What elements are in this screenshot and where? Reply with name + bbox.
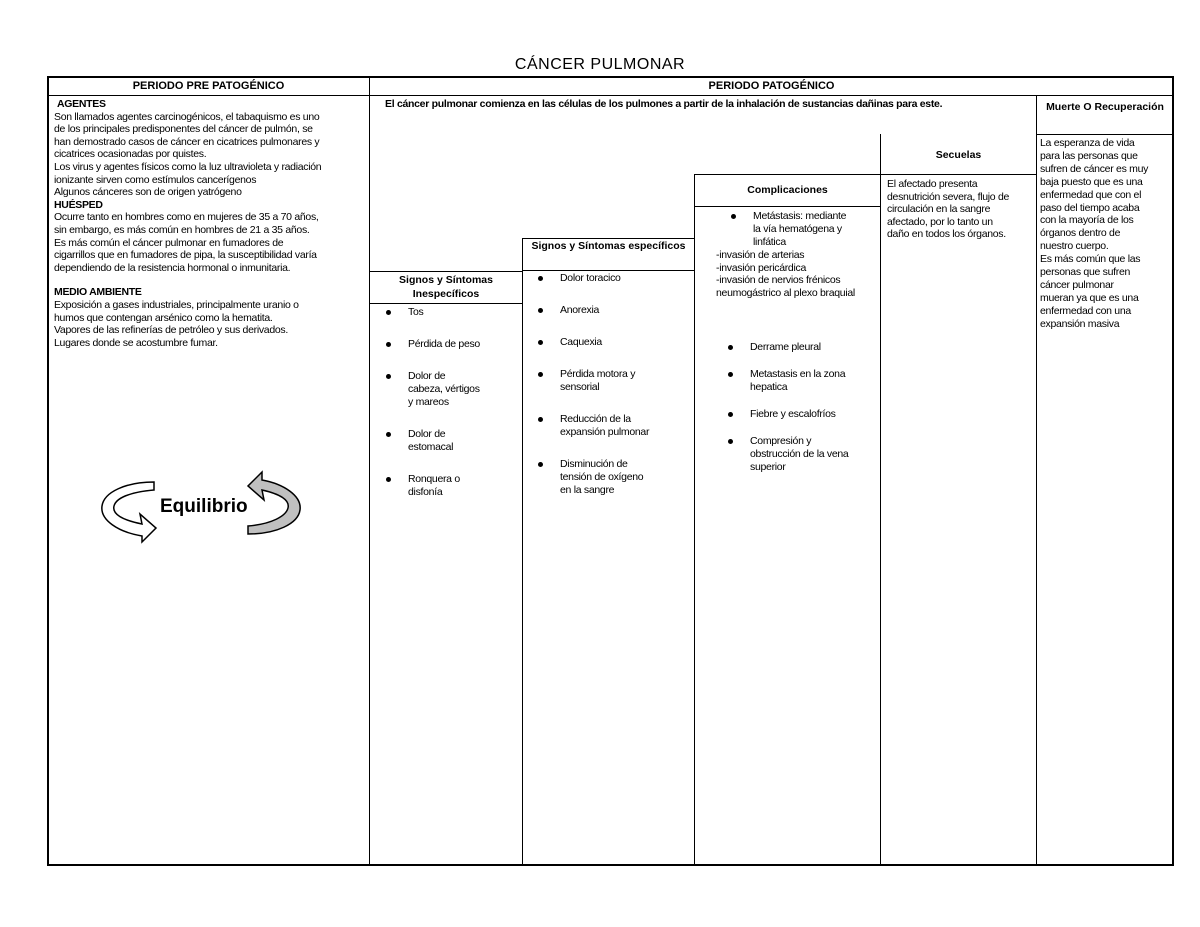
inespecificos-item: Ronquera o disfonía	[378, 473, 518, 499]
patogenico-intro: El cáncer pulmonar comienza en las células de los pulmones a partir de la inhalación de sustancias dañinas para este.	[385, 98, 943, 110]
especificos-heading-underline	[523, 270, 694, 271]
especificos-item: Disminución de tensión de oxígeno en la sangre	[530, 458, 690, 497]
especificos-item: Dolor toracico	[530, 272, 690, 285]
muerte-line: órganos dentro de	[1040, 227, 1121, 240]
equilibrio-label: Equilibrio	[160, 496, 248, 517]
complicaciones-heading-underline	[695, 206, 880, 207]
medio-ambiente-line: humos que contengan arsénico como la hematita.	[54, 311, 273, 324]
medio-ambiente-line: Vapores de las refinerías de petróleo y sus derivados.	[54, 324, 288, 337]
period-divider	[369, 77, 370, 865]
agentes-line: de los principales predisponentes del cáncer de pulmón, se	[54, 123, 313, 136]
complicaciones-top-line	[695, 174, 880, 175]
huesped-line: cigarrillos que en fumadores de pipa, la susceptibilidad varía	[54, 249, 317, 262]
muerte-line: enfermedad que con el	[1040, 188, 1142, 201]
muerte-line: cáncer pulmonar	[1040, 278, 1114, 291]
inespecificos-item: Dolor de cabeza, vértigos y mareos	[378, 370, 518, 409]
muerte-recuperacion-heading: Muerte O Recuperación	[1046, 101, 1164, 113]
agentes-text	[54, 111, 366, 199]
huesped-line: sin embargo, es más común en hombres de 21 a 35 años.	[54, 223, 310, 236]
agentes-line: Los virus y agentes físicos como la luz ultravioleta y radiación	[54, 160, 322, 173]
complicaciones-sub-line: -invasión de nervios frénicos	[716, 274, 841, 287]
document-title: CÁNCER PULMONAR	[514, 56, 686, 73]
secuelas-line: daño en todos los órganos.	[887, 228, 1006, 241]
equilibrio-cycle-graphic	[96, 468, 306, 548]
complicaciones-item: Fiebre y escalofríos	[720, 408, 878, 421]
especificos-item: Anorexia	[530, 304, 690, 317]
complicaciones-divider	[694, 174, 695, 865]
secuelas-line: circulación en la sangre	[887, 203, 991, 216]
huesped-heading: HUÉSPED	[54, 198, 103, 211]
medio-ambiente-text	[54, 299, 366, 349]
especificos-heading: Signos y Síntomas específicos	[531, 240, 686, 252]
complicaciones-item: Derrame pleural	[720, 341, 878, 354]
complicaciones-item: Compresión y obstrucción de la vena superior	[720, 435, 878, 474]
medio-ambiente-heading: MEDIO AMBIENTE	[54, 286, 142, 299]
muerte-line: expansión masiva	[1040, 317, 1120, 330]
secuelas-text	[887, 178, 1035, 241]
pre-patogenico-content	[54, 98, 366, 349]
muerte-line: para las personas que	[1040, 149, 1138, 162]
right-circular-arrow-icon	[248, 472, 300, 534]
huesped-line: Ocurre tanto en hombres como en mujeres de 35 a 70 años,	[54, 211, 319, 224]
complicaciones-item: Metastasis en la zona hepatica	[720, 368, 878, 394]
muerte-divider	[1036, 96, 1037, 865]
muerte-line: La esperanza de vida	[1040, 137, 1135, 149]
secuelas-line: El afectado presenta	[887, 178, 978, 190]
inespecificos-top-line	[370, 271, 522, 272]
left-circular-arrow-icon	[102, 482, 156, 542]
inespecificos-item: Pérdida de peso	[378, 338, 518, 351]
secuelas-line: afectado, por lo tanto un	[887, 215, 993, 228]
agentes-line: han demostrado casos de cáncer en cicatrices pulmonares y	[54, 135, 320, 148]
muerte-line: baja puesto que es una	[1040, 175, 1143, 188]
inespecificos-item: Tos	[378, 306, 518, 319]
inespecificos-item: Dolor de estomacal	[378, 428, 518, 454]
complicaciones-sub-line: neumogástrico al plexo braquial	[716, 286, 855, 299]
muerte-line: enfermedad con una	[1040, 304, 1131, 317]
agentes-line: Algunos cánceres son de origen yatrógeno	[54, 186, 242, 199]
muerte-line: con la mayoría de los	[1040, 214, 1134, 227]
agentes-line: ionizante sirven como estímulos cancerígenos	[54, 173, 257, 186]
agentes-line: Son llamados agentes carcinogénicos, el tabaquismo es uno	[54, 110, 320, 123]
secuelas-heading-underline	[881, 174, 1036, 175]
especificos-item: Pérdida motora y sensorial	[530, 368, 690, 394]
secuelas-heading: Secuelas	[935, 149, 982, 161]
inespecificos-heading: Signos y Síntomas Inespecíficos	[399, 274, 493, 300]
header-pre-patogenico: PERIODO PRE PATOGÉNICO	[132, 80, 285, 92]
muerte-line: Es más común que las	[1040, 253, 1141, 266]
muerte-recuperacion-text	[1040, 137, 1174, 331]
medio-ambiente-line: Lugares donde se acostumbre fumar.	[54, 336, 218, 349]
muerte-line: sufren de cáncer es muy	[1040, 162, 1149, 175]
agentes-line: cicatrices ocasionadas por quistes.	[54, 148, 207, 161]
agentes-heading: AGENTES	[57, 98, 106, 110]
complicaciones-heading: Complicaciones	[747, 184, 828, 196]
huesped-line: dependiendo de la resistencia hormonal o inmunitaria.	[54, 261, 291, 274]
header-divider	[48, 95, 1173, 96]
inespecificos-list	[378, 306, 518, 518]
inespecificos-heading-underline	[370, 303, 522, 304]
especificos-item: Caquexia	[530, 336, 690, 349]
header-patogenico: PERIODO PATOGÉNICO	[708, 80, 835, 92]
especificos-divider	[522, 238, 523, 865]
secuelas-divider	[880, 134, 881, 865]
muerte-line: mueran ya que es una	[1040, 291, 1139, 304]
complicaciones-sub-line: -invasión pericárdica	[716, 261, 806, 274]
complicaciones-sub-line: -invasión de arterias	[716, 249, 805, 261]
secuelas-line: desnutrición severa, flujo de	[887, 190, 1010, 203]
muerte-line: personas que sufren	[1040, 266, 1131, 279]
muerte-line: nuestro cuerpo.	[1040, 240, 1109, 253]
complicaciones-item: Metástasis: mediante la vía hematógena y linfática	[723, 210, 878, 249]
complicaciones-content	[698, 210, 878, 488]
muerte-line: paso del tiempo acaba	[1040, 201, 1140, 214]
huesped-text	[54, 211, 366, 274]
especificos-list	[530, 272, 690, 516]
medio-ambiente-line: Exposición a gases industriales, principalmente uranio o	[54, 298, 299, 311]
especificos-top-line	[523, 238, 694, 239]
huesped-line: Es más común el cáncer pulmonar en fumadores de	[54, 236, 284, 249]
especificos-item: Reducción de la expansión pulmonar	[530, 413, 690, 439]
muerte-heading-underline	[1037, 134, 1173, 135]
